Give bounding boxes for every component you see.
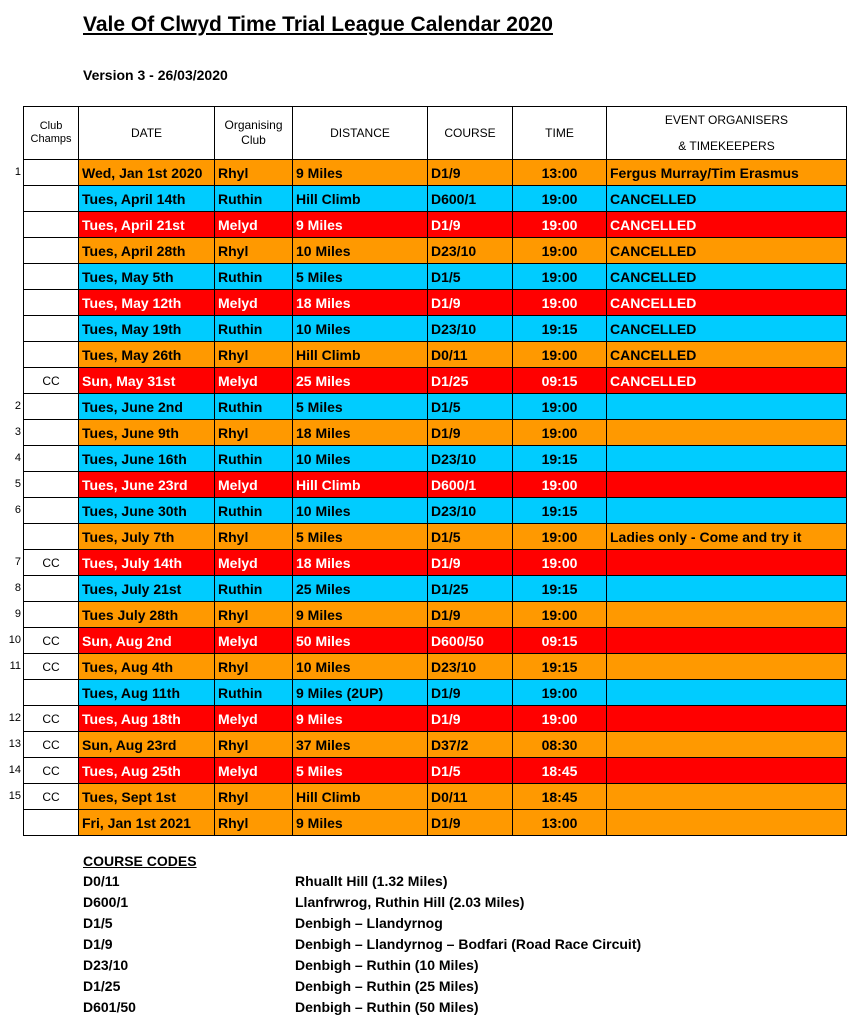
organiser-cell <box>607 472 847 498</box>
club-cell: Rhyl <box>215 342 293 368</box>
header-distance: DISTANCE <box>293 107 428 160</box>
time-cell: 19:15 <box>513 446 607 472</box>
table-row <box>24 342 847 368</box>
cc-cell: CC <box>24 706 79 732</box>
organiser-cell: CANCELLED <box>607 186 847 212</box>
organiser-cell <box>607 498 847 524</box>
course-cell: D37/2 <box>428 732 513 758</box>
table-row <box>24 628 847 654</box>
time-cell: 19:00 <box>513 524 607 550</box>
club-cell: Rhyl <box>215 238 293 264</box>
course-code-row <box>83 871 448 892</box>
header-club-champs: Club Champs <box>24 107 79 160</box>
time-cell: 19:00 <box>513 238 607 264</box>
date-cell: Tues, May 5th <box>79 264 215 290</box>
date-cell: Tues July 28th <box>79 602 215 628</box>
date-cell: Tues, Aug 11th <box>79 680 215 706</box>
time-cell: 08:30 <box>513 732 607 758</box>
distance-cell: 37 Miles <box>293 732 428 758</box>
table-row <box>24 706 847 732</box>
distance-cell: 25 Miles <box>293 576 428 602</box>
organiser-cell: CANCELLED <box>607 238 847 264</box>
club-cell: Ruthin <box>215 316 293 342</box>
distance-cell: Hill Climb <box>293 186 428 212</box>
club-cell: Ruthin <box>215 446 293 472</box>
course-cell: D1/9 <box>428 160 513 186</box>
header-course: COURSE <box>428 107 513 160</box>
course-description: Rhuallt Hill (1.32 Miles) <box>295 873 448 889</box>
course-cell: D23/10 <box>428 238 513 264</box>
course-cell: D1/5 <box>428 394 513 420</box>
table-row <box>24 264 847 290</box>
distance-cell: 18 Miles <box>293 290 428 316</box>
distance-cell: 50 Miles <box>293 628 428 654</box>
version-label: Version 3 - 26/03/2020 <box>83 67 228 83</box>
time-cell: 19:00 <box>513 420 607 446</box>
distance-cell: 5 Miles <box>293 758 428 784</box>
cc-cell <box>24 290 79 316</box>
course-cell: D1/9 <box>428 420 513 446</box>
organiser-cell: Fergus Murray/Tim Erasmus <box>607 160 847 186</box>
course-cell: D0/11 <box>428 342 513 368</box>
club-cell: Ruthin <box>215 264 293 290</box>
course-cell: D600/1 <box>428 186 513 212</box>
row-number: 10 <box>8 634 21 646</box>
club-cell: Rhyl <box>215 160 293 186</box>
table-row <box>24 810 847 836</box>
time-cell: 09:15 <box>513 368 607 394</box>
date-cell: Tues, May 12th <box>79 290 215 316</box>
organiser-cell <box>607 602 847 628</box>
course-cell: D1/9 <box>428 706 513 732</box>
course-description: Denbigh – Ruthin (50 Miles) <box>295 999 479 1015</box>
table-header-row <box>24 107 847 160</box>
cc-cell: CC <box>24 654 79 680</box>
organiser-cell: CANCELLED <box>607 212 847 238</box>
distance-cell: 9 Miles (2UP) <box>293 680 428 706</box>
course-codes-title: COURSE CODES <box>83 853 197 869</box>
header-date: DATE <box>79 107 215 160</box>
distance-cell: 9 Miles <box>293 810 428 836</box>
row-number: 3 <box>14 426 21 438</box>
table-row <box>24 524 847 550</box>
course-cell: D1/9 <box>428 680 513 706</box>
distance-cell: 9 Miles <box>293 706 428 732</box>
club-cell: Melyd <box>215 472 293 498</box>
course-code: D0/11 <box>83 873 120 889</box>
cc-cell <box>24 472 79 498</box>
time-cell: 19:00 <box>513 472 607 498</box>
row-number: 11 <box>9 660 21 672</box>
club-cell: Rhyl <box>215 810 293 836</box>
organiser-cell <box>607 394 847 420</box>
date-cell: Fri, Jan 1st 2021 <box>79 810 215 836</box>
row-number: 4 <box>14 452 21 464</box>
club-cell: Ruthin <box>215 576 293 602</box>
club-cell: Rhyl <box>215 654 293 680</box>
page-title: Vale Of Clwyd Time Trial League Calendar 2020 <box>83 13 553 36</box>
cc-cell: CC <box>24 628 79 654</box>
organiser-cell <box>607 446 847 472</box>
cc-cell: CC <box>24 550 79 576</box>
table-row <box>24 680 847 706</box>
course-cell: D1/5 <box>428 264 513 290</box>
table-row <box>24 316 847 342</box>
date-cell: Tues, Aug 4th <box>79 654 215 680</box>
course-code: D23/10 <box>83 957 129 973</box>
date-cell: Tues, June 9th <box>79 420 215 446</box>
course-code-row <box>83 997 479 1018</box>
distance-cell: 5 Miles <box>293 264 428 290</box>
table-row <box>24 394 847 420</box>
time-cell: 19:00 <box>513 706 607 732</box>
date-cell: Tues, April 21st <box>79 212 215 238</box>
cc-cell <box>24 186 79 212</box>
course-description: Denbigh – Llandyrnog <box>295 915 443 931</box>
course-cell: D23/10 <box>428 498 513 524</box>
date-cell: Tues, July 14th <box>79 550 215 576</box>
date-cell: Tues, Aug 25th <box>79 758 215 784</box>
organiser-cell <box>607 732 847 758</box>
table-row <box>24 212 847 238</box>
course-description: Llanfrwrog, Ruthin Hill (2.03 Miles) <box>295 894 525 910</box>
club-cell: Ruthin <box>215 394 293 420</box>
club-cell: Melyd <box>215 212 293 238</box>
header-organising-club: Organising Club <box>215 107 293 160</box>
club-cell: Rhyl <box>215 420 293 446</box>
course-cell: D1/9 <box>428 212 513 238</box>
date-cell: Tues, Aug 18th <box>79 706 215 732</box>
cc-cell <box>24 420 79 446</box>
cc-cell <box>24 212 79 238</box>
table-row <box>24 654 847 680</box>
course-cell: D1/9 <box>428 550 513 576</box>
distance-cell: 10 Miles <box>293 446 428 472</box>
distance-cell: 10 Miles <box>293 316 428 342</box>
date-cell: Tues, May 26th <box>79 342 215 368</box>
table-row <box>24 602 847 628</box>
time-cell: 19:15 <box>513 654 607 680</box>
date-cell: Tues, Sept 1st <box>79 784 215 810</box>
distance-cell: 10 Miles <box>293 654 428 680</box>
course-code-row <box>83 913 443 934</box>
club-cell: Melyd <box>215 368 293 394</box>
organiser-cell <box>607 680 847 706</box>
cc-cell <box>24 576 79 602</box>
time-cell: 19:00 <box>513 264 607 290</box>
organiser-cell <box>607 706 847 732</box>
row-number: 8 <box>14 582 21 594</box>
table-row <box>24 784 847 810</box>
distance-cell: 5 Miles <box>293 524 428 550</box>
time-cell: 19:00 <box>513 394 607 420</box>
course-cell: D600/50 <box>428 628 513 654</box>
course-cell: D0/11 <box>428 784 513 810</box>
organiser-cell: Ladies only - Come and try it <box>607 524 847 550</box>
course-cell: D1/25 <box>428 368 513 394</box>
course-cell: D1/5 <box>428 758 513 784</box>
calendar-table <box>23 106 847 836</box>
course-code-row <box>83 934 642 955</box>
time-cell: 19:00 <box>513 342 607 368</box>
row-number: 6 <box>14 504 21 516</box>
organiser-cell: CANCELLED <box>607 316 847 342</box>
course-cell: D600/1 <box>428 472 513 498</box>
cc-cell <box>24 264 79 290</box>
time-cell: 19:00 <box>513 602 607 628</box>
cc-cell <box>24 810 79 836</box>
club-cell: Melyd <box>215 290 293 316</box>
cc-cell <box>24 342 79 368</box>
club-cell: Melyd <box>215 758 293 784</box>
organiser-cell <box>607 420 847 446</box>
cc-cell <box>24 602 79 628</box>
table-row <box>24 368 847 394</box>
organiser-cell: CANCELLED <box>607 290 847 316</box>
date-cell: Tues, June 30th <box>79 498 215 524</box>
course-cell: D23/10 <box>428 446 513 472</box>
course-cell: D1/9 <box>428 810 513 836</box>
cc-cell: CC <box>24 784 79 810</box>
course-code-row <box>83 976 479 997</box>
club-cell: Melyd <box>215 550 293 576</box>
header-organisers: EVENT ORGANISERS & TIMEKEEPERS <box>607 107 847 160</box>
time-cell: 19:15 <box>513 576 607 602</box>
header-time: TIME <box>513 107 607 160</box>
cc-cell <box>24 394 79 420</box>
date-cell: Tues, April 14th <box>79 186 215 212</box>
date-cell: Tues, May 19th <box>79 316 215 342</box>
distance-cell: 18 Miles <box>293 420 428 446</box>
distance-cell: 9 Miles <box>293 160 428 186</box>
table-row <box>24 186 847 212</box>
course-cell: D1/9 <box>428 290 513 316</box>
course-cell: D23/10 <box>428 654 513 680</box>
time-cell: 13:00 <box>513 160 607 186</box>
course-code: D1/5 <box>83 915 113 931</box>
course-description: Denbigh – Ruthin (10 Miles) <box>295 957 479 973</box>
club-cell: Ruthin <box>215 498 293 524</box>
table-row <box>24 498 847 524</box>
cc-cell <box>24 238 79 264</box>
club-cell: Melyd <box>215 706 293 732</box>
course-code-row <box>83 892 525 913</box>
club-cell: Rhyl <box>215 784 293 810</box>
row-number: 13 <box>8 738 21 750</box>
course-codes-section <box>83 853 642 1018</box>
course-cell: D1/5 <box>428 524 513 550</box>
organiser-cell <box>607 758 847 784</box>
cc-cell <box>24 160 79 186</box>
course-cell: D23/10 <box>428 316 513 342</box>
distance-cell: 9 Miles <box>293 602 428 628</box>
club-cell: Rhyl <box>215 524 293 550</box>
cc-cell <box>24 498 79 524</box>
table-row <box>24 732 847 758</box>
course-description: Denbigh – Ruthin (25 Miles) <box>295 978 479 994</box>
row-number: 5 <box>14 478 21 490</box>
course-code: D1/9 <box>83 936 113 952</box>
time-cell: 19:00 <box>513 212 607 238</box>
cc-cell <box>24 446 79 472</box>
date-cell: Tues, April 28th <box>79 238 215 264</box>
time-cell: 18:45 <box>513 758 607 784</box>
course-code: D600/1 <box>83 894 129 910</box>
table-row <box>24 576 847 602</box>
course-code: D1/25 <box>83 978 121 994</box>
course-code: D601/50 <box>83 999 136 1015</box>
table-row <box>24 420 847 446</box>
row-number: 14 <box>8 764 21 776</box>
distance-cell: 18 Miles <box>293 550 428 576</box>
row-number: 15 <box>8 790 21 802</box>
club-cell: Ruthin <box>215 680 293 706</box>
club-cell: Rhyl <box>215 602 293 628</box>
time-cell: 09:15 <box>513 628 607 654</box>
cc-cell: CC <box>24 368 79 394</box>
distance-cell: Hill Climb <box>293 342 428 368</box>
cc-cell: CC <box>24 732 79 758</box>
organiser-cell <box>607 810 847 836</box>
course-description: Denbigh – Llandyrnog – Bodfari (Road Race Circuit) <box>295 936 642 952</box>
time-cell: 19:15 <box>513 316 607 342</box>
organiser-cell <box>607 628 847 654</box>
date-cell: Wed, Jan 1st 2020 <box>79 160 215 186</box>
organiser-cell: CANCELLED <box>607 264 847 290</box>
table-row <box>24 160 847 186</box>
row-number: 1 <box>14 166 21 178</box>
distance-cell: Hill Climb <box>293 784 428 810</box>
course-code-row <box>83 955 479 976</box>
date-cell: Sun, Aug 23rd <box>79 732 215 758</box>
distance-cell: 9 Miles <box>293 212 428 238</box>
table-row <box>24 238 847 264</box>
club-cell: Melyd <box>215 628 293 654</box>
organiser-cell: CANCELLED <box>607 368 847 394</box>
course-cell: D1/9 <box>428 602 513 628</box>
time-cell: 19:00 <box>513 186 607 212</box>
club-cell: Rhyl <box>215 732 293 758</box>
row-number: 9 <box>14 608 21 620</box>
date-cell: Tues, July 21st <box>79 576 215 602</box>
time-cell: 19:15 <box>513 498 607 524</box>
date-cell: Tues, June 16th <box>79 446 215 472</box>
date-cell: Tues, June 2nd <box>79 394 215 420</box>
cc-cell: CC <box>24 758 79 784</box>
date-cell: Sun, Aug 2nd <box>79 628 215 654</box>
table-row <box>24 290 847 316</box>
cc-cell <box>24 316 79 342</box>
time-cell: 19:00 <box>513 550 607 576</box>
cc-cell <box>24 680 79 706</box>
organiser-cell <box>607 784 847 810</box>
date-cell: Sun, May 31st <box>79 368 215 394</box>
row-number: 2 <box>14 400 21 412</box>
organiser-cell <box>607 654 847 680</box>
club-cell: Ruthin <box>215 186 293 212</box>
distance-cell: 5 Miles <box>293 394 428 420</box>
time-cell: 18:45 <box>513 784 607 810</box>
distance-cell: Hill Climb <box>293 472 428 498</box>
organiser-cell <box>607 576 847 602</box>
time-cell: 19:00 <box>513 680 607 706</box>
distance-cell: 10 Miles <box>293 238 428 264</box>
time-cell: 19:00 <box>513 290 607 316</box>
table-row <box>24 472 847 498</box>
date-cell: Tues, July 7th <box>79 524 215 550</box>
row-number: 7 <box>14 556 21 568</box>
date-cell: Tues, June 23rd <box>79 472 215 498</box>
table-row <box>24 550 847 576</box>
table-row <box>24 446 847 472</box>
distance-cell: 25 Miles <box>293 368 428 394</box>
course-cell: D1/25 <box>428 576 513 602</box>
distance-cell: 10 Miles <box>293 498 428 524</box>
row-number: 12 <box>8 712 21 724</box>
organiser-cell <box>607 550 847 576</box>
table-row <box>24 758 847 784</box>
organiser-cell: CANCELLED <box>607 342 847 368</box>
cc-cell <box>24 524 79 550</box>
time-cell: 13:00 <box>513 810 607 836</box>
